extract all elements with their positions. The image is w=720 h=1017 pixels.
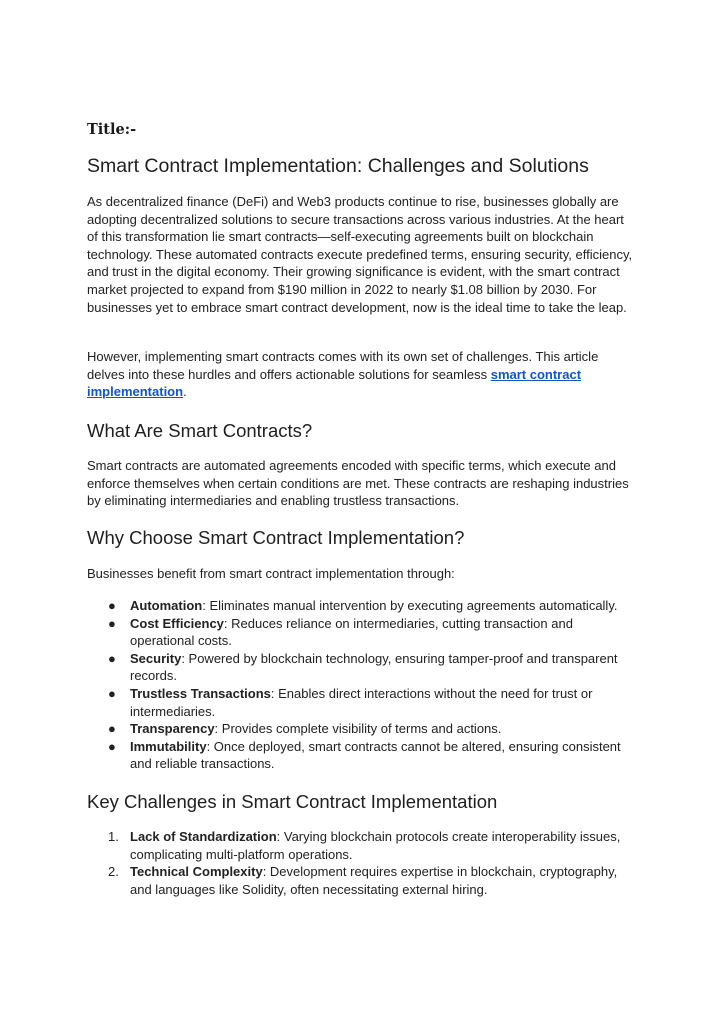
list-item: [87, 863, 635, 898]
list-item: [87, 650, 635, 685]
list-item-term: Cost Efficiency: [130, 615, 224, 631]
list-item-description: : Development requires expertise in blockchain, cryptography, and languages like Solidity, often necessitating external hiring.: [130, 864, 618, 897]
second-paragraph-end: .: [183, 384, 187, 400]
list-marker: ●: [108, 615, 116, 631]
list-marker: ●: [108, 685, 116, 701]
title-label: Title:-: [87, 121, 137, 138]
list-item-term: Technical Complexity: [130, 864, 263, 880]
list-item-description: : Provides complete visibility of terms and actions.: [214, 721, 502, 737]
list-marker: 2.: [108, 864, 119, 880]
benefits-list: [87, 597, 635, 773]
list-item-description: : Once deployed, smart contracts cannot be altered, ensuring consistent and reliable transactions.: [130, 738, 621, 772]
list-item: [87, 685, 635, 720]
heading-key-challenges: Key Challenges in Smart Contract Implementation: [87, 791, 498, 812]
list-item-term: Immutability: [130, 738, 207, 754]
list-item-term: Lack of Standardization: [130, 829, 277, 844]
list-item-description: : Varying blockchain protocols create interoperability issues, complicating multi-platform operations.: [130, 829, 621, 862]
list-marker: ●: [108, 650, 116, 666]
list-item: [87, 738, 635, 773]
list-item: [87, 720, 635, 738]
list-marker: 1.: [108, 829, 119, 844]
list-item-term: Automation: [130, 598, 203, 613]
list-item: [87, 615, 635, 650]
list-item-term: Security: [130, 650, 182, 666]
list-marker: ●: [108, 738, 116, 754]
intro-paragraph: As decentralized finance (DeFi) and Web3 products continue to rise, businesses globally are adopting decentralized solutions to secure transactions across various industries. At the heart of this transformation lie smart contracts—self-executing agreements built on blockchain technology. These automated contracts execute predefined terms, ensuring security, efficiency, and trust in the digital economy. Their growing significance is evident, with the smart contract market projected to expand from $190 million in 2022 to nearly $1.08 billion by 2030. For businesses yet to embrace smart contract development, now is the ideal time to take the leap.: [87, 194, 633, 315]
list-item-term: Trustless Transactions: [130, 685, 271, 701]
second-paragraph: [87, 348, 635, 401]
list-item: [87, 828, 635, 863]
list-item-description: : Enables direct interactions without the need for trust or intermediaries.: [130, 685, 593, 719]
heading-why-choose: Why Choose Smart Contract Implementation?: [87, 527, 465, 548]
what-paragraph: Smart contracts are automated agreements encoded with specific terms, which execute and enforce themselves when certain conditions are met. These contracts are reshaping industries by eliminating intermediaries and enabling trustless transactions.: [87, 458, 629, 509]
second-paragraph-text: However, implementing smart contracts comes with its own set of challenges. This article delves into these hurdles and offers actionable solutions for seamless: [87, 349, 599, 382]
page-title: Smart Contract Implementation: Challenges and Solutions: [87, 155, 589, 177]
list-item-description: : Eliminates manual intervention by executing agreements automatically.: [202, 598, 618, 613]
why-intro: Businesses benefit from smart contract implementation through:: [87, 566, 455, 581]
list-item-description: : Powered by blockchain technology, ensuring tamper-proof and transparent records.: [130, 650, 618, 684]
smart-contract-implementation-link[interactable]: smart contract implementation: [87, 366, 582, 400]
list-marker: ●: [108, 598, 116, 613]
heading-what-are-smart-contracts: What Are Smart Contracts?: [87, 420, 313, 441]
list-item-term: Transparency: [130, 721, 215, 737]
list-marker: ●: [108, 721, 116, 737]
list-item: [87, 597, 635, 615]
list-item-description: : Reduces reliance on intermediaries, cutting transaction and operational costs.: [130, 615, 573, 649]
challenges-list: [87, 828, 635, 898]
